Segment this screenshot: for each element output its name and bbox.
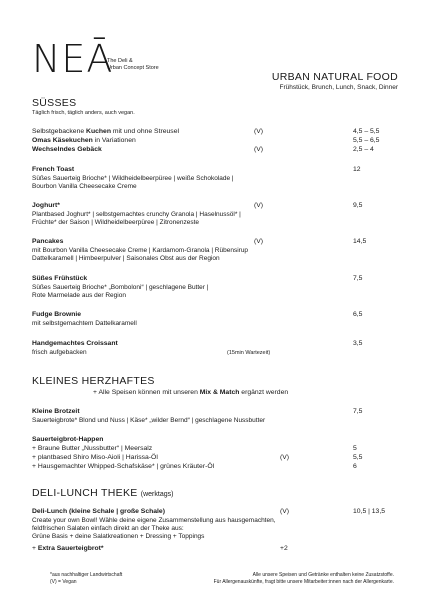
- item-price: 7,5: [353, 275, 363, 282]
- item-price: 12: [353, 166, 361, 173]
- item-price: 6,5: [353, 311, 363, 318]
- item-description: mit Bourbon Vanilla Cheesecake Creme | Kardamom-Granola | Rübensirup Dattelkaramell | Himbeerpulver | Saisonales Obst aus der Region: [32, 247, 249, 262]
- item-description: Süßes Sauerteig Brioche* „Bomboloni“ | geschlagene Butter | Rote Marmelade aus der Region: [32, 284, 209, 299]
- item-description: Plantbased Joghurt* | selbstgemachtes crunchy Granola | Haselnussöl* | Früchte* der Saison | Wildheidelbeerpüree | Zitronenzeste: [32, 211, 241, 226]
- vegan-mark: (V): [254, 128, 264, 135]
- item-description: mit selbstgemachtem Dattelkaramell: [32, 320, 137, 327]
- item-description: Create your own Bowl! Wähle deine eigene Zusammenstellung aus hausgemachten, feldfrischen Salaten einfach direkt an der Theke aus: Grüne Basis + deine Salatkreationen + Dressing + Toppings: [32, 517, 276, 540]
- vegan-mark: (V): [254, 238, 264, 245]
- waiting-time-note: (15min Wartezeit): [227, 350, 271, 356]
- item-description: Süßes Sauerteig Brioche* | Wildheidelbeerpüree | weiße Schokolade | Bourbon Vanilla Cheesecake Creme: [32, 175, 234, 190]
- item-price: 14,5: [353, 238, 367, 245]
- menu-title: URBAN NATURAL FOOD: [271, 71, 398, 83]
- item-price: 5: [353, 445, 357, 452]
- menu-page: NEĀ The Deli & Urban Concept Store URBAN NATURAL FOOD Frühstück, Brunch, Lunch, Snack, Dinner SÜSSES Täglich frisch, täglich anders, auch vegan. Selbstgebackene Kuchen mit und ohne Streusel (V) 4,5 – 5,5 Omas Käsekuchen in Variationen 5,5 – 6,5 Wechselndes Gebäck (V) 2,5 – 4 French Toast 12 Süßes Sauerteig Brioche* | Wildheidelbeerpüree | weiße Schokolade | Bourbon Vanilla Cheesecake Creme Joghurt* (V) 9,5 Plantbased Joghurt* | selbstgemachtes crunchy Granola | Haselnussöl* | Früchte* der Saison | Wildheidelbeerpüree | Zitronenzeste Pancakes (V) 14,5 mit Bourbon Vanilla Cheesecake Creme | Kardamom-Granola | Rübensirup Dattelkaramell | Himbeerpulver | Saisonales Obst aus der Region Süßes Frühstück 7,5 Süßes Sauerteig Brioche* „Bomboloni“ | geschlagene Butter | Rote Marmelade aus der Region Fudge Brownie 6,5 mit selbstgemachtem Dattelkaramell Handgemachtes Croissant 3,5 frisch aufgebacken (15min Wartezeit) KLEINES HERZHAFTES + Alle Speisen können mit unseren Mix & Match ergänzt werden Kleine Brotzeit 7,5 Sauerteigbrote* Blond und Nuss | Käse* „wilder Bernd“ | geschlagene Nussbutter Sauerteigbrot-Happen + Braune Butter „Nussbutter“ | Meersalz 5 + plantbased Shiro Miso-Aioli | Harissa-Öl (V) 5,5 + Hausgemachter Whipped-Schafskäse* | grünes Kräuter-Öl 6 DELI-LUNCH THEKE (werktags) Deli-Lunch (kleine Schale | große Schale) (V) 10,5 | 13,5 Create your own Bowl! Wähle deine eigene Zusammenstellung aus hausgemachten, feldfrischen Salaten einfach direkt an der Theke aus: Grüne Basis + deine Salatkreationen + Dressing + Toppings + Extra Sauerteigbrot* +2 *aus nachhaltiger Landwirtschaft (V) = Vegan Alle unsere Speisen und Getränke enthalten keine Zusatzstoffe. Für Allergenauskünfte, fragt bitte unsere Mitarbeiter:innen nach der Allergenkarte.: [32, 37, 398, 585]
- item-price: 3,5: [353, 340, 363, 347]
- item-price: 10,5 | 13,5: [353, 508, 385, 515]
- tagline-line2: Urban Concept Store: [107, 65, 159, 71]
- item-price: 6: [353, 463, 357, 470]
- brand-tagline: [107, 58, 159, 72]
- vegan-mark: (V): [280, 454, 290, 461]
- item-price: 2,5 – 4: [353, 146, 374, 153]
- section-title-sweets: SÜSSES: [32, 97, 77, 109]
- footer-allergen-note: Alle unsere Speisen und Getränke enthalten keine Zusatzstoffe. Für Allergenauskünfte, fragt bitte unsere Mitarbeiter:innen nach der Allergenkarte.: [213, 572, 394, 585]
- section-title-lunch: DELI-LUNCH THEKE (werktags): [32, 487, 174, 499]
- item-description: Sauerteigbrote* Blond und Nuss | Käse* „wilder Bernd“ | geschlagene Nussbutter: [32, 417, 266, 424]
- vegan-mark: (V): [254, 146, 264, 153]
- section-note-sweets: Täglich frisch, täglich anders, auch vegan.: [32, 110, 135, 116]
- footer-legend: *aus nachhaltiger Landwirtschaft (V) = Vegan: [50, 572, 123, 585]
- item-price: +2: [280, 545, 288, 552]
- tagline-line1: The Deli &: [107, 58, 133, 64]
- vegan-mark: (V): [254, 202, 264, 209]
- item-price: 4,5 – 5,5: [353, 128, 380, 135]
- item-price: 7,5: [353, 408, 363, 415]
- menu-subtitle: Frühstück, Brunch, Lunch, Snack, Dinner: [279, 84, 398, 91]
- item-price: 5,5: [353, 454, 363, 461]
- item-description: frisch aufgebacken: [32, 349, 87, 356]
- section-title-savory: KLEINES HERZHAFTES: [32, 375, 155, 387]
- vegan-mark: (V): [280, 508, 290, 515]
- brand-logo: NEĀ: [32, 37, 114, 81]
- item-price: 9,5: [353, 202, 363, 209]
- item-price: 5,5 – 6,5: [353, 137, 380, 144]
